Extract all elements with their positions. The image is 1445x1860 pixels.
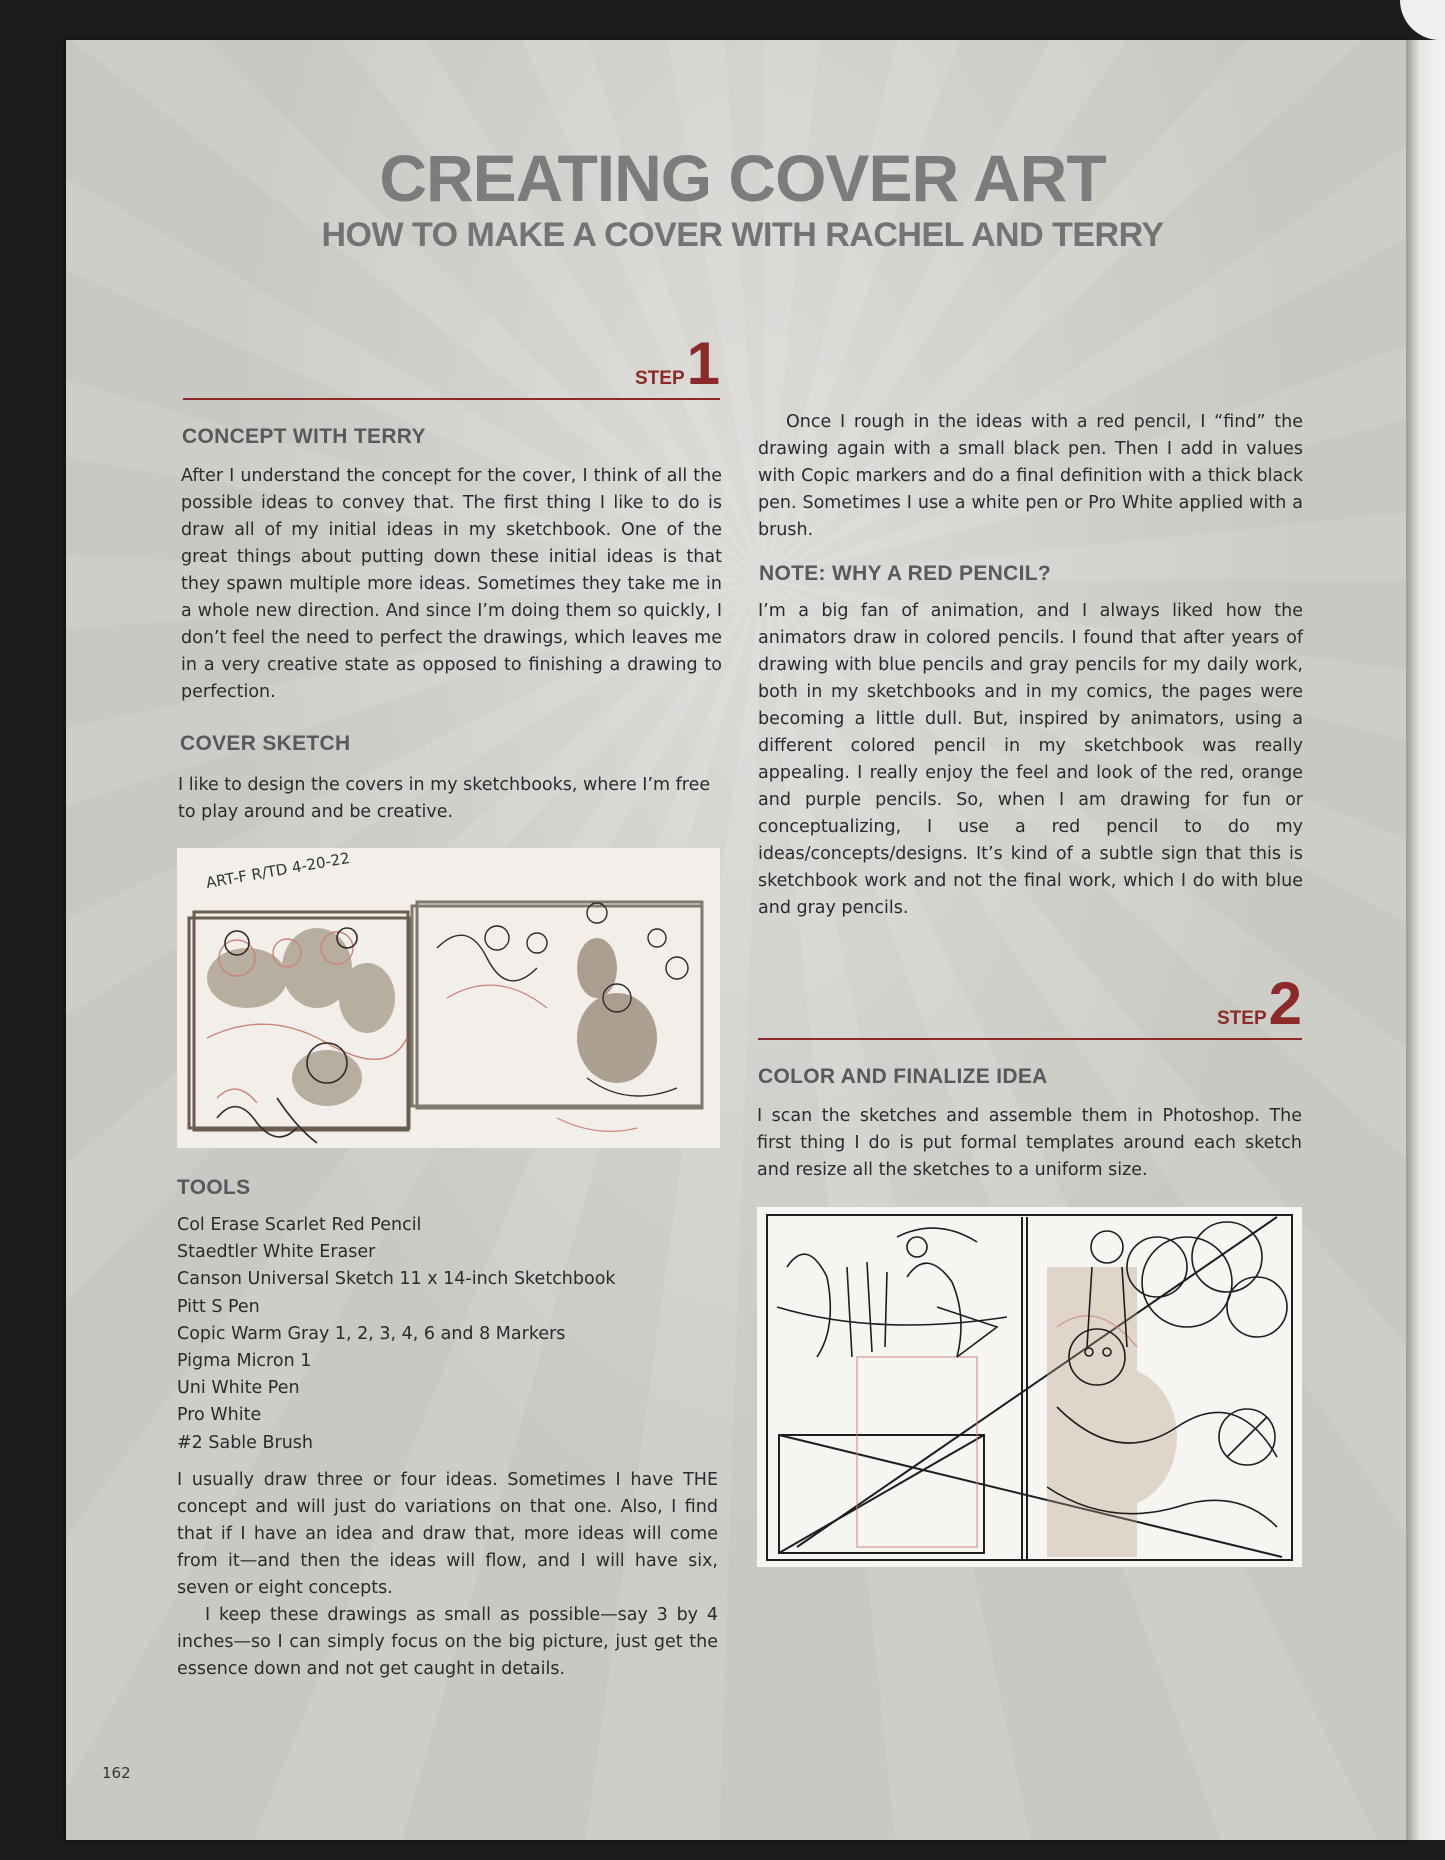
step-1-word: STEP <box>635 368 685 389</box>
color-finalize-paragraph: I scan the sketches and assemble them in Photoshop. The first thing I do is put formal templates around each sketch and resize all the sketches to a uniform size. <box>757 1106 1302 1180</box>
page-number: 162 <box>102 1764 131 1782</box>
list-item: #2 Sable Brush <box>177 1432 313 1453</box>
list-item: Copic Warm Gray 1, 2, 3, 4, 6 and 8 Markers <box>177 1323 566 1344</box>
note-paragraph: I’m a big fan of animation, and I always liked how the animators draw in colored pencils. I found that after years of drawing with blue pencils and gray pencils for my daily work, both in my sketchbooks and in my comics, the pages were becoming a little dull. But, inspired by animators, using a different colored pencil in my sketchbook was really appealing. I really enjoy the feel and look of the red, orange and purple pencils. So, when I am drawing for fun or conceptualizing, I use a red pencil to do my ideas/concepts/designs. It’s kind of a subtle sign that this is sketchbook work and not the final work, which I do with blue and gray pencils. <box>758 601 1303 918</box>
concept-heading: CONCEPT WITH TERRY <box>182 425 426 448</box>
concept-paragraph: After I understand the concept for the cover, I think of all the possible ideas to convey that. The first thing I like to do is draw all of my initial ideas in my sketchbook. One of the great things about putting down these initial ideas is that they spawn multiple more ideas. Sometimes they take me in a whole new direction. And since I’m doing them so quickly, I don’t feel the need to perfect the drawings, which leaves me in a very creative state as opposed to finishing a drawing to perfection. <box>181 466 722 702</box>
list-item: Pro White <box>177 1405 262 1426</box>
note-heading: NOTE: WHY A RED PENCIL? <box>759 562 1051 585</box>
color-finalize-heading: COLOR AND FINALIZE IDEA <box>758 1065 1048 1088</box>
list-item: Pitt S Pen <box>177 1296 260 1317</box>
list-item: Uni White Pen <box>177 1378 300 1399</box>
step-1-marker <box>183 330 720 400</box>
next-page-edge <box>1400 0 1445 40</box>
step-2-marker <box>758 970 1302 1040</box>
finalized-sketch-image <box>757 1207 1302 1567</box>
list-item: Staedtler White Eraser <box>177 1242 376 1263</box>
cover-sketch-image <box>177 848 720 1148</box>
cover-sketch-drawing <box>177 848 720 1148</box>
right-paragraph-1: Once I rough in the ideas with a red pencil, I “find” the drawing again with a small black pen. Then I add in values with Copic markers and do a final definition with a thick black pen. Sometimes I use a white pen or Pro White applied with a brush. <box>758 412 1303 540</box>
cover-sketch-paragraph: I like to design the covers in my sketchbooks, where I’m free to play around and be creative. <box>178 775 711 822</box>
step-1-number: 1 <box>686 330 720 397</box>
finalized-sketch-drawing <box>757 1207 1302 1567</box>
book-spine <box>1406 40 1445 1840</box>
list-item: Col Erase Scarlet Red Pencil <box>177 1215 422 1235</box>
tools-list <box>177 1212 616 1457</box>
list-item: Canson Universal Sketch 11 x 14-inch Sketchbook <box>177 1269 616 1290</box>
tools-paragraph-2: I keep these drawings as small as possible—say 3 by 4 inches—so I can simply focus on the big picture, just get the essence down and not get caught in details. <box>177 1605 718 1679</box>
step-2-number: 2 <box>1268 970 1302 1037</box>
page-title: CREATING COVER ART <box>379 141 1106 215</box>
list-item: Pigma Micron 1 <box>177 1351 312 1372</box>
step-2-word: STEP <box>1217 1008 1267 1029</box>
sketch-note: ART-F R/TD 4-20-22 <box>204 848 352 892</box>
tools-heading: TOOLS <box>177 1176 251 1199</box>
cover-sketch-heading: COVER SKETCH <box>180 732 351 755</box>
page-subtitle: HOW TO MAKE A COVER WITH RACHEL AND TERRY <box>321 216 1164 254</box>
tools-paragraph-1: I usually draw three or four ideas. Sometimes I have THE concept and will just do variations on that one. Also, I find that if I have an idea and draw that, more ideas will come from it—and then the ideas will flow, and I will have six, seven or eight concepts. <box>177 1470 718 1598</box>
